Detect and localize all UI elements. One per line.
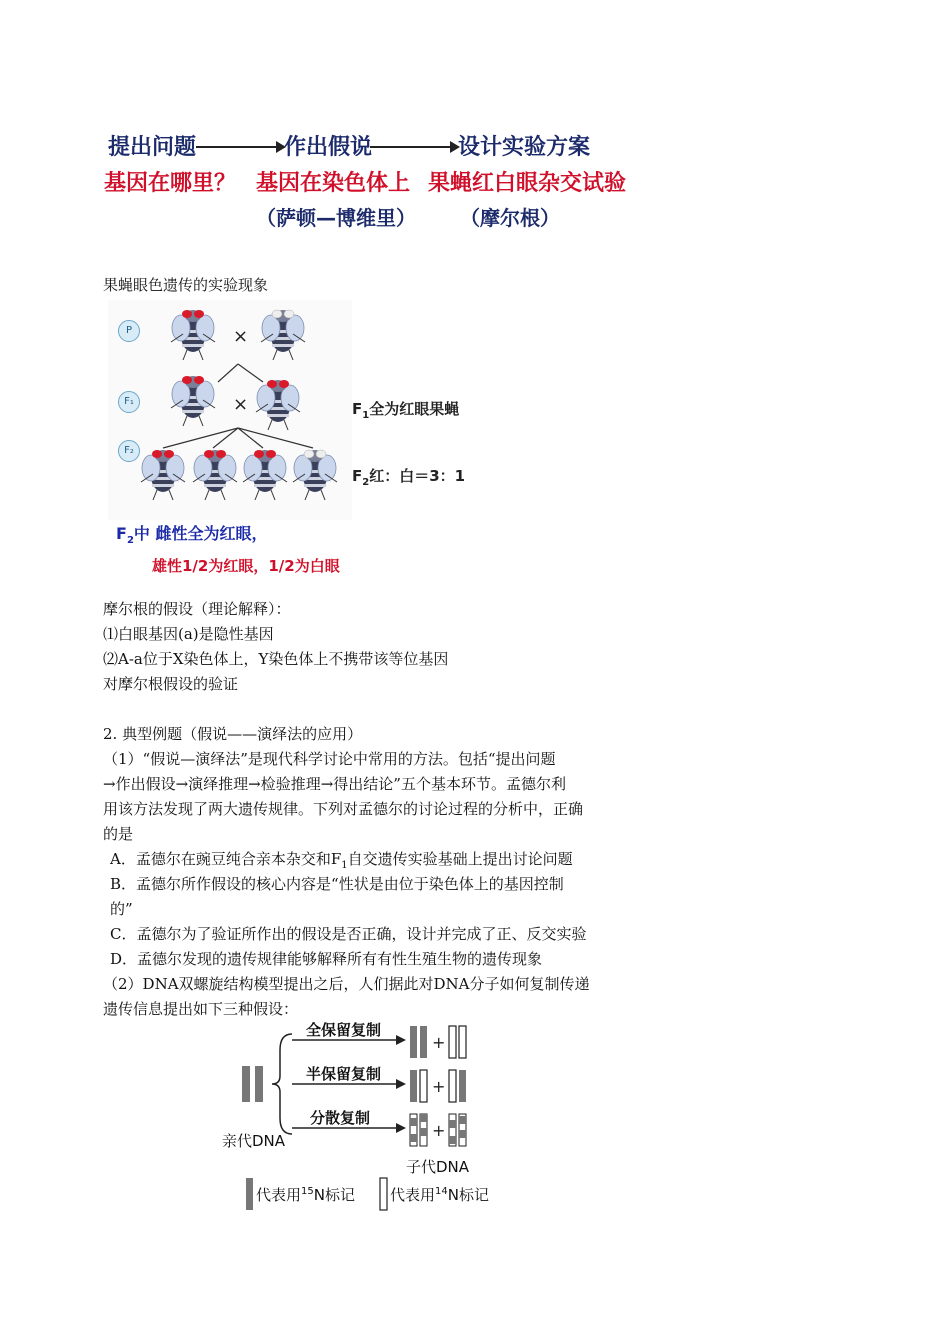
hypothesis-item-1: ⑴白眼基因(a)是隐性基因 [103,625,274,643]
fly-f1-female-red [171,376,215,426]
legend-15n-text: 代表用$^{15}$N标记 [256,1186,355,1204]
plus-semiconservative: + [432,1077,446,1096]
generation-f2-badge: F₂ [118,440,140,462]
label-conservative: 全保留复制 [306,1021,382,1039]
flow-person-sutton: （萨顿—博维里） [256,206,416,230]
generation-f1-badge: F₁ [118,391,140,413]
fly-f2-male-red [243,450,287,500]
flow-person-morgan: （摩尔根） [460,206,560,230]
semiconservative-offspring-1 [410,1070,427,1102]
flow-step-raise-question: 提出问题 [108,135,197,160]
hypothesis-verify: 对摩尔根假设的验证 [103,675,239,693]
legend-14n-text: 代表用$^{14}$N标记 [390,1186,489,1204]
question-2-line-1: （2）DNA双螺旋结构模型提出之后，人们据此对DNA分子如何复制传递 [103,975,590,993]
f1-result-label: $F_1$全为红眼果蝇 [352,400,460,421]
semiconservative-offspring-2 [449,1070,466,1102]
generation-p-badge: P [118,320,140,342]
parent-dna-strands [242,1066,263,1102]
flow-experiment-text: 果蝇红白眼杂交试验 [428,171,627,196]
fly-f2-female-red-2 [193,450,237,500]
fly-p-male-white [261,310,305,360]
flow-hypothesis-text: 基因在染色体上 [256,171,411,196]
cross-symbol-f1: × [233,394,249,415]
option-c: C．孟德尔为了验证所作出的假设是否正确，设计并完成了正、反交实验 [110,925,587,943]
cross-symbol-p: × [233,326,249,347]
fly-cross-drawing [108,300,358,520]
example-heading: 2. 典型例题（假说——演绎法的应用） [103,725,363,743]
label-semiconservative: 半保留复制 [306,1065,382,1083]
flow-step-hypothesis: 作出假说 [284,135,373,160]
section-title: 果蝇眼色遗传的实验现象 [103,276,269,294]
fly-p-female-red [171,310,215,360]
question-2-line-2: 遗传信息提出如下三种假设： [103,1000,299,1018]
conservative-offspring-2 [449,1026,466,1058]
plus-conservative: + [432,1033,446,1052]
f2-result-label: $F_2$红：白＝3：1 [352,467,466,488]
flow-question-text: 基因在哪里？ [104,171,237,196]
hypothesis-title: 摩尔根的假设（理论解释）： [103,600,291,618]
legend-14n-swatch [380,1178,387,1210]
fly-f1-male-red [256,380,300,430]
option-b-line-1: B．孟德尔所作假设的核心内容是“性状是由位于染色体上的基因控制 [110,875,564,893]
label-offspring-dna: 子代DNA [406,1158,470,1176]
flow-arrow-2 [370,136,460,156]
fly-f2-female-red-1 [141,450,185,500]
dispersive-offspring-2 [449,1114,466,1146]
brace [272,1034,292,1134]
f2-male-note: 雄性1/2为红眼，1/2为白眼 [152,557,340,575]
fly-f2-male-white [293,450,337,500]
hypothesis-item-2: ⑵A-a位于X染色体上，Y染色体上不携带该等位基因 [103,650,449,668]
question-1-line-1: （1）“假说—演绎法”是现代科学讨论中常用的方法。包括“提出问题 [103,750,556,768]
question-1-line-4: 的是 [103,825,134,843]
conservative-offspring-1 [410,1026,427,1058]
option-d: D．孟德尔发现的遗传规律能够解释所有有性生殖生物的遗传现象 [110,950,543,968]
dispersive-offspring-1 [410,1114,427,1146]
label-parent-dna: 亲代DNA [222,1132,286,1150]
question-1-line-2: →作出假设→演绎推理→检验推理→得出结论”五个基本环节。孟德尔利 [103,775,566,793]
question-1-line-3: 用该方法发现了两大遗传规律。下列对孟德尔的讨论过程的分析中，正确 [103,800,584,818]
option-b-line-2: 的” [110,900,133,918]
label-dispersive: 分散复制 [310,1109,371,1127]
flow-arrow-1 [196,136,286,156]
f2-female-note: $F_2$中 雌性全为红眼， [116,524,268,547]
legend-15n-swatch [246,1178,253,1210]
plus-dispersive: + [432,1121,446,1140]
option-a: A．孟德尔在豌豆纯合亲本杂交和$F_1$自交遗传实验基础上提出讨论问题 [110,850,573,871]
flow-step-design-experiment: 设计实验方案 [458,135,591,160]
